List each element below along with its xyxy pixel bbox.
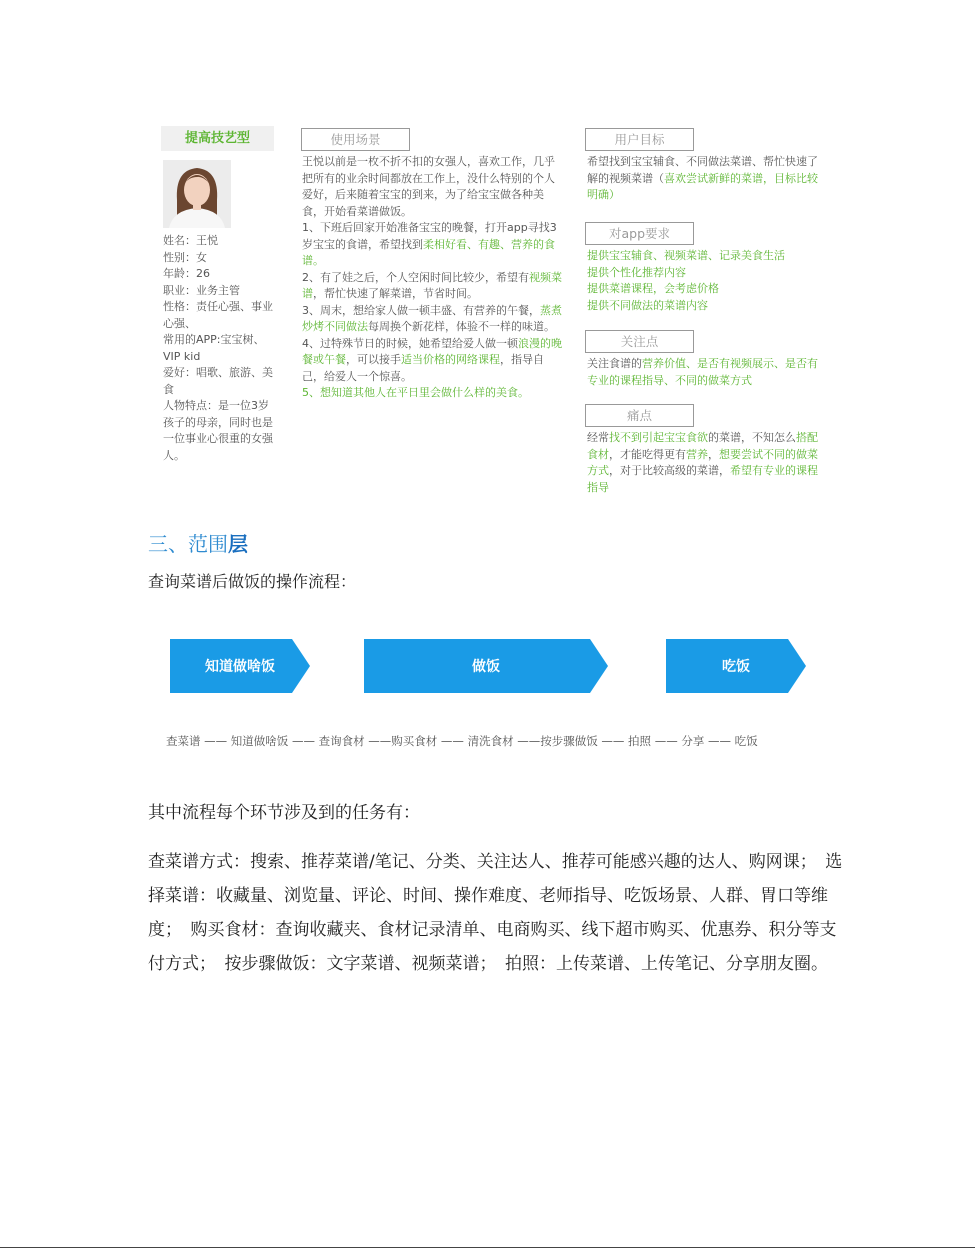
app-req-item: 提供宝宝辅食、视频菜谱、记录美食生活 <box>587 249 785 262</box>
persona-line: 性别：女 <box>163 250 207 264</box>
flow-diagram <box>160 630 820 702</box>
persona-line: 性格：责任心强、事业心强、 <box>163 300 273 330</box>
scene-label: 使用场景 <box>301 128 410 151</box>
app-req-item: 提供个性化推荐内容 <box>587 265 686 279</box>
persona-line: 职业：业务主管 <box>163 283 240 297</box>
app-req-item: 提供不同做法的菜谱内容 <box>587 298 708 312</box>
persona-line: 人物特点：是一位3岁孩子的母亲，同时也是一位事业心很重的女强人。 <box>163 399 273 462</box>
focus-text: 关注食谱的营养价值、是否有视频展示、是否有专业的课程指导、不同的做菜方式 <box>587 357 818 387</box>
flow-arrow-label: 做饭 <box>472 659 500 675</box>
persona-line: 爱好：唱歌、旅游、美食 <box>163 366 273 396</box>
scene-text <box>302 154 564 402</box>
persona-line: 姓名：王悦 <box>163 234 218 247</box>
flow-arrow-label: 知道做啥饭 <box>205 659 275 675</box>
focus-label: 关注点 <box>585 330 694 353</box>
section-subtitle: 查询菜谱后做饭的操作流程： <box>148 572 357 591</box>
tasks-intro: 其中流程每个环节涉及到的任务有： <box>148 803 420 823</box>
pain-label: 痛点 <box>585 404 694 427</box>
persona-avatar-icon <box>163 160 231 228</box>
scene-item-4: 4、过特殊节日的时候，她希望给爱人做一顿浪漫的晚餐或午餐，可以接手适当价格的网络课程，指导自己，给爱人一个惊喜。 <box>302 336 562 383</box>
persona-line: 常用的APP:宝宝树、VIP kid <box>163 333 265 363</box>
scene-item-2: 2、有了娃之后，个人空闲时间比较少，希望有视频菜谱，帮忙快速了解菜谱，节省时间。 <box>302 270 562 300</box>
persona-details <box>163 233 278 464</box>
goal-text: 希望找到宝宝辅食、不同做法菜谱、帮忙快速了解的视频菜谱（喜欢尝试新鲜的菜谱，目标比较明确） <box>587 155 818 201</box>
flow-steps: 查菜谱 —— 知道做啥饭 —— 查询食材 ——购买食材 —— 清洗食材 ——按步骤做饭 —— 拍照 —— 分享 —— 吃饭 <box>166 734 758 748</box>
pain-text: 经常找不到引起宝宝食欲的菜谱，不知怎么搭配食材，才能吃得更有营养，想要尝试不同的做菜方式，对于比较高级的菜谱，希望有专业的课程指导 <box>587 431 818 494</box>
app-req-label: 对app要求 <box>585 222 694 245</box>
flow-arrow-label: 吃饭 <box>722 659 750 675</box>
section-title: 三、范围层 <box>148 532 248 556</box>
page-bottom-rule <box>0 1247 975 1248</box>
goal-label: 用户目标 <box>585 128 694 151</box>
persona-photo <box>163 160 231 228</box>
app-req-list <box>587 248 819 314</box>
scene-item-1: 1、下班后回家开始准备宝宝的晚餐，打开app寻找3岁宝宝的食谱，希望找到柔相好看、有趣、营养的食谱。 <box>302 221 557 267</box>
tasks-paragraph: 查菜谱方式：搜索、推荐菜谱/笔记、分类、关注达人、推荐可能感兴趣的达人、购网课； 选择菜谱：收藏量、浏览量、评论、时间、操作难度、老师指导、吃饭场景、人群、胃口等维度； 购买食材：查询收藏夹、食材记录清单、电商购买、线下超市购买、优惠券、积分等支付方式； 按步骤做饭：文字菜谱、视频菜谱； 拍照：上传菜谱、上传笔记、分享朋友圈。 <box>148 852 843 974</box>
app-req-item: 提供菜谱课程，会考虑价格 <box>587 282 719 295</box>
scene-item-5: 5、想知道其他人在平日里会做什么样的美食。 <box>302 386 529 399</box>
persona-heading: 提高技艺型 <box>161 126 274 151</box>
scene-paragraph: 王悦以前是一枚不折不扣的女强人，喜欢工作，几乎把所有的业余时间都放在工作上，没什么特别的个人爱好，后来随着宝宝的到来，为了给宝宝做各种美食，开始看菜谱做饭。 <box>302 155 555 218</box>
scene-item-3: 3、周末，想给家人做一顿丰盛、有营养的午餐，蒸煮炒烤不同做法每周换个新花样，体验不一样的味道。 <box>302 303 562 333</box>
persona-line: 年龄：26 <box>163 267 210 280</box>
